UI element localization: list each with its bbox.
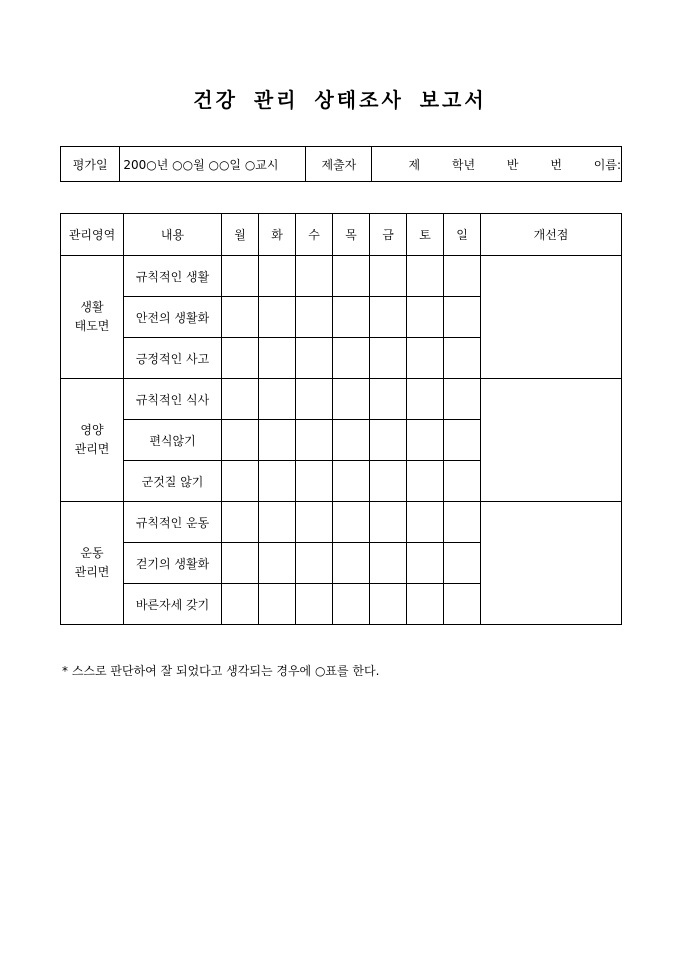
- check-cell-wed[interactable]: [296, 543, 333, 584]
- table-header-row: [61, 214, 622, 256]
- check-cell-fri[interactable]: [370, 379, 407, 420]
- check-cell-wed[interactable]: [296, 256, 333, 297]
- area-label-line: 영양: [80, 423, 104, 437]
- grade-prefix: 제: [408, 157, 421, 172]
- number-label: 번: [550, 157, 562, 172]
- class-label: 반: [506, 157, 519, 172]
- check-cell-wed[interactable]: [296, 461, 333, 502]
- health-status-table: [60, 213, 622, 625]
- date-label: 평가일: [61, 147, 120, 182]
- check-cell-mon[interactable]: [222, 543, 259, 584]
- check-cell-wed[interactable]: [296, 502, 333, 543]
- header-thu: 목: [333, 214, 370, 256]
- check-cell-sun[interactable]: [444, 420, 481, 461]
- table-row: [61, 379, 622, 420]
- area-label-line: 관리면: [74, 565, 110, 579]
- check-cell-sat[interactable]: [407, 256, 444, 297]
- student-info: [372, 147, 622, 182]
- submitter-label: 제출자: [306, 147, 372, 182]
- check-cell-thu[interactable]: [333, 256, 370, 297]
- check-cell-sat[interactable]: [407, 543, 444, 584]
- check-cell-sun[interactable]: [444, 338, 481, 379]
- item-label: 안전의 생활화: [124, 297, 222, 338]
- check-cell-thu[interactable]: [333, 461, 370, 502]
- table-row: [61, 502, 622, 543]
- check-cell-sat[interactable]: [407, 297, 444, 338]
- check-cell-wed[interactable]: [296, 338, 333, 379]
- check-cell-thu[interactable]: [333, 584, 370, 625]
- check-cell-thu[interactable]: [333, 379, 370, 420]
- check-cell-thu[interactable]: [333, 543, 370, 584]
- check-cell-mon[interactable]: [222, 502, 259, 543]
- check-cell-tue[interactable]: [259, 420, 296, 461]
- name-label: 이름:: [593, 157, 621, 172]
- check-cell-mon[interactable]: [222, 461, 259, 502]
- improvement-cell[interactable]: [481, 256, 622, 379]
- header-sat: 토: [407, 214, 444, 256]
- check-cell-sun[interactable]: [444, 297, 481, 338]
- check-cell-sat[interactable]: [407, 461, 444, 502]
- check-cell-sun[interactable]: [444, 543, 481, 584]
- item-label: 걷기의 생활화: [124, 543, 222, 584]
- check-cell-sun[interactable]: [444, 584, 481, 625]
- check-cell-wed[interactable]: [296, 584, 333, 625]
- check-cell-tue[interactable]: [259, 379, 296, 420]
- check-cell-sat[interactable]: [407, 420, 444, 461]
- date-value: 200○년 ○○월 ○○일 ○교시: [120, 147, 306, 182]
- check-cell-thu[interactable]: [333, 420, 370, 461]
- area-cell: [61, 256, 124, 379]
- check-cell-sat[interactable]: [407, 379, 444, 420]
- check-cell-fri[interactable]: [370, 297, 407, 338]
- improvement-cell[interactable]: [481, 502, 622, 625]
- item-label: 규칙적인 식사: [124, 379, 222, 420]
- check-cell-thu[interactable]: [333, 297, 370, 338]
- check-cell-fri[interactable]: [370, 502, 407, 543]
- check-cell-wed[interactable]: [296, 297, 333, 338]
- check-cell-thu[interactable]: [333, 502, 370, 543]
- check-cell-sun[interactable]: [444, 379, 481, 420]
- item-label: 규칙적인 생활: [124, 256, 222, 297]
- check-cell-tue[interactable]: [259, 338, 296, 379]
- header-improve: 개선점: [481, 214, 622, 256]
- area-label-line: 태도면: [74, 319, 110, 333]
- check-cell-mon[interactable]: [222, 297, 259, 338]
- header-wed: 수: [296, 214, 333, 256]
- check-cell-fri[interactable]: [370, 338, 407, 379]
- item-label: 긍정적인 사고: [124, 338, 222, 379]
- header-mon: 월: [222, 214, 259, 256]
- area-cell: [61, 502, 124, 625]
- header-content: 내용: [124, 214, 222, 256]
- check-cell-tue[interactable]: [259, 584, 296, 625]
- check-cell-mon[interactable]: [222, 256, 259, 297]
- header-fri: 금: [370, 214, 407, 256]
- check-cell-wed[interactable]: [296, 379, 333, 420]
- check-cell-sat[interactable]: [407, 584, 444, 625]
- grade-label: 학년: [451, 157, 476, 172]
- check-cell-tue[interactable]: [259, 256, 296, 297]
- check-cell-tue[interactable]: [259, 502, 296, 543]
- area-cell: [61, 379, 124, 502]
- header-tue: 화: [259, 214, 296, 256]
- item-label: 바른자세 갖기: [124, 584, 222, 625]
- area-label-line: 관리면: [74, 442, 110, 456]
- info-table: [60, 146, 622, 182]
- table-row: [61, 256, 622, 297]
- check-cell-mon[interactable]: [222, 420, 259, 461]
- page-title: 건강 관리 상태조사 보고서: [193, 88, 487, 112]
- item-label: 규칙적인 운동: [124, 502, 222, 543]
- check-cell-fri[interactable]: [370, 461, 407, 502]
- check-cell-mon[interactable]: [222, 379, 259, 420]
- improvement-cell[interactable]: [481, 379, 622, 502]
- item-label: 편식않기: [124, 420, 222, 461]
- check-cell-sun[interactable]: [444, 502, 481, 543]
- header-sun: 일: [444, 214, 481, 256]
- footnote: * 스스로 판단하여 잘 되었다고 생각되는 경우에 ○표를 한다.: [62, 664, 380, 678]
- check-cell-sat[interactable]: [407, 338, 444, 379]
- check-cell-fri[interactable]: [370, 584, 407, 625]
- area-label-line: 생활: [80, 300, 104, 314]
- check-cell-thu[interactable]: [333, 338, 370, 379]
- item-label: 군것질 않기: [124, 461, 222, 502]
- header-area: 관리영역: [61, 214, 124, 256]
- check-cell-fri[interactable]: [370, 256, 407, 297]
- check-cell-wed[interactable]: [296, 420, 333, 461]
- check-cell-tue[interactable]: [259, 543, 296, 584]
- check-cell-tue[interactable]: [259, 461, 296, 502]
- check-cell-fri[interactable]: [370, 543, 407, 584]
- check-cell-mon[interactable]: [222, 338, 259, 379]
- check-cell-mon[interactable]: [222, 584, 259, 625]
- area-label-line: 운동: [80, 546, 104, 560]
- check-cell-tue[interactable]: [259, 297, 296, 338]
- check-cell-fri[interactable]: [370, 420, 407, 461]
- check-cell-sun[interactable]: [444, 256, 481, 297]
- check-cell-sat[interactable]: [407, 502, 444, 543]
- check-cell-sun[interactable]: [444, 461, 481, 502]
